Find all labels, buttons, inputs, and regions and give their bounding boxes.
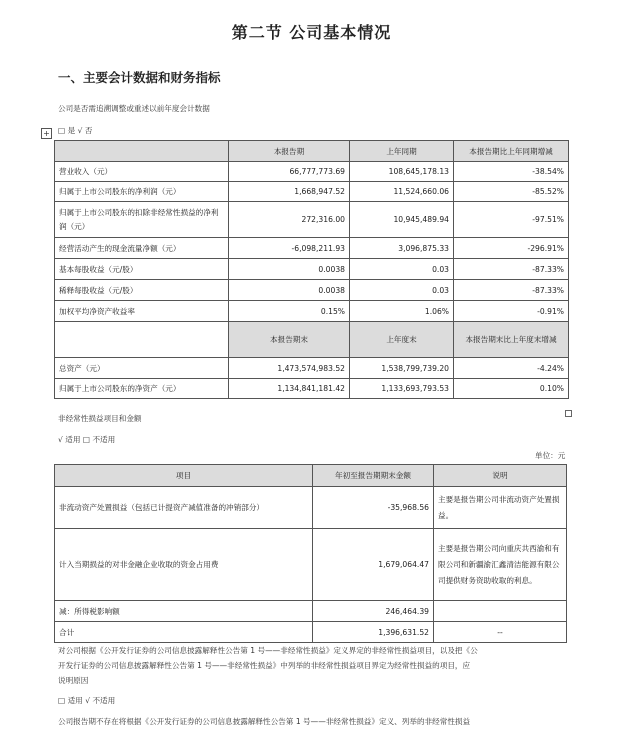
value-current: 0.0038 xyxy=(229,259,350,280)
value-change: -38.54% xyxy=(454,162,569,182)
value-change: -87.33% xyxy=(454,259,569,280)
table-row xyxy=(55,487,567,529)
table-row xyxy=(55,162,569,182)
row-label: 基本每股收益（元/股） xyxy=(55,259,229,280)
value-current: 1,473,574,983.52 xyxy=(229,358,350,379)
row-label: 稀释每股收益（元/股） xyxy=(55,280,229,301)
item-cell: 计入当期损益的对非金融企业收取的资金占用费 xyxy=(55,529,313,601)
amount-cell: -35,968.56 xyxy=(313,487,434,529)
value-current: 66,777,773.69 xyxy=(229,162,350,182)
header-cell: 本报告期比上年同期增减 xyxy=(454,141,569,162)
nonrecurring-table xyxy=(54,464,567,643)
table-row xyxy=(55,601,567,622)
note-cell: 主要是报告期公司非流动资产处置损益。 xyxy=(434,487,567,529)
choice-restatement: □ 是 √ 否 xyxy=(58,126,93,135)
value-current: 1,668,947.52 xyxy=(229,182,350,202)
section-heading-nonrecurring: 非经常性损益项目和金额 xyxy=(58,414,142,423)
key-financial-table xyxy=(54,140,569,399)
amount-cell: 1,396,631.52 xyxy=(313,622,434,643)
value-prior: 1,133,693,793.53 xyxy=(350,379,454,399)
header-cell xyxy=(55,141,229,162)
note-cell: 主要是报告期公司向重庆共西渝和有限公司和新疆渝汇鑫清洁能源有限公司提供财务资助收取的利息。 xyxy=(434,529,567,601)
note-cell: -- xyxy=(434,622,567,643)
value-current: 1,134,841,181.42 xyxy=(229,379,350,399)
header-cell: 说明 xyxy=(434,465,567,487)
value-change: -0.91% xyxy=(454,301,569,322)
resize-handle-icon[interactable] xyxy=(565,410,572,417)
table-row xyxy=(55,238,569,259)
table-row xyxy=(55,358,569,379)
header-cell: 年初至报告期期末金额 xyxy=(313,465,434,487)
choice-applicable: √ 适用 □ 不适用 xyxy=(58,435,116,444)
header-cell: 上年度末 xyxy=(350,322,454,358)
table-header-row xyxy=(55,141,569,162)
value-prior: 1,538,799,739.20 xyxy=(350,358,454,379)
row-label: 归属于上市公司股东的扣除非经常性损益的净利润（元） xyxy=(55,202,229,238)
note-cell xyxy=(434,601,567,622)
header-cell: 本报告期 xyxy=(229,141,350,162)
table-row xyxy=(55,379,569,399)
row-label: 归属于上市公司股东的净资产（元） xyxy=(55,379,229,399)
value-current: 0.15% xyxy=(229,301,350,322)
value-prior: 10,945,489.94 xyxy=(350,202,454,238)
item-cell: 减：所得税影响额 xyxy=(55,601,313,622)
value-prior: 0.03 xyxy=(350,259,454,280)
value-current: 272,316.00 xyxy=(229,202,350,238)
page-title: 第二节 公司基本情况 xyxy=(231,23,392,42)
value-current: 0.0038 xyxy=(229,280,350,301)
row-label: 总资产（元） xyxy=(55,358,229,379)
row-label: 经营活动产生的现金流量净额（元） xyxy=(55,238,229,259)
header-cell: 本报告期末比上年度末增减 xyxy=(454,322,569,358)
table-row xyxy=(55,529,567,601)
table-row xyxy=(55,280,569,301)
value-change: -85.52% xyxy=(454,182,569,202)
value-change: -296.91% xyxy=(454,238,569,259)
value-prior: 108,645,178.13 xyxy=(350,162,454,182)
table-header-row xyxy=(55,322,569,358)
table-row xyxy=(55,259,569,280)
value-current: -6,098,211.93 xyxy=(229,238,350,259)
value-prior: 0.03 xyxy=(350,280,454,301)
section-heading-key-data: 一、主要会计数据和财务指标 xyxy=(58,70,221,85)
unit-label: 单位：元 xyxy=(535,451,566,460)
header-cell: 上年同期 xyxy=(350,141,454,162)
value-prior: 1.06% xyxy=(350,301,454,322)
value-change: 0.10% xyxy=(454,379,569,399)
amount-cell: 1,679,064.47 xyxy=(313,529,434,601)
table-header-row xyxy=(55,465,567,487)
row-label: 归属于上市公司股东的净利润（元） xyxy=(55,182,229,202)
note-restatement: 公司是否需追溯调整或重述以前年度会计数据 xyxy=(58,104,210,113)
row-label: 营业收入（元） xyxy=(55,162,229,182)
table-row xyxy=(55,622,567,643)
item-cell: 非流动资产处置损益（包括已计提资产减值准备的冲销部分） xyxy=(55,487,313,529)
table-row xyxy=(55,301,569,322)
header-cell: 项目 xyxy=(55,465,313,487)
value-change: -97.51% xyxy=(454,202,569,238)
value-change: -4.24% xyxy=(454,358,569,379)
value-prior: 11,524,660.06 xyxy=(350,182,454,202)
row-label: 加权平均净资产收益率 xyxy=(55,301,229,322)
amount-cell: 246,464.39 xyxy=(313,601,434,622)
paragraph-line: 开发行证券的公司信息披露解释性公告第 1 号——非经常性损益》中列举的非经常性损益项目界定为经常性损益的项目，应 xyxy=(58,661,471,670)
move-handle-icon[interactable]: + xyxy=(41,128,52,139)
paragraph-line: 公司报告期不存在将根据《公开发行证券的公司信息披露解释性公告第 1 号——非经常性损益》定义、列举的非经常性损益 xyxy=(58,717,471,726)
value-prior: 3,096,875.33 xyxy=(350,238,454,259)
table-row xyxy=(55,202,569,238)
value-change: -87.33% xyxy=(454,280,569,301)
paragraph-line: 说明原因 xyxy=(58,676,89,685)
table-row xyxy=(55,182,569,202)
paragraph-line: 对公司根据《公开发行证券的公司信息披露解释性公告第 1 号——非经常性损益》定义界定的非经常性损益项目，以及把《公 xyxy=(58,646,478,655)
header-cell: 本报告期末 xyxy=(229,322,350,358)
item-cell: 合计 xyxy=(55,622,313,643)
choice-not-applicable: □ 适用 √ 不适用 xyxy=(58,696,116,705)
header-cell xyxy=(55,322,229,358)
